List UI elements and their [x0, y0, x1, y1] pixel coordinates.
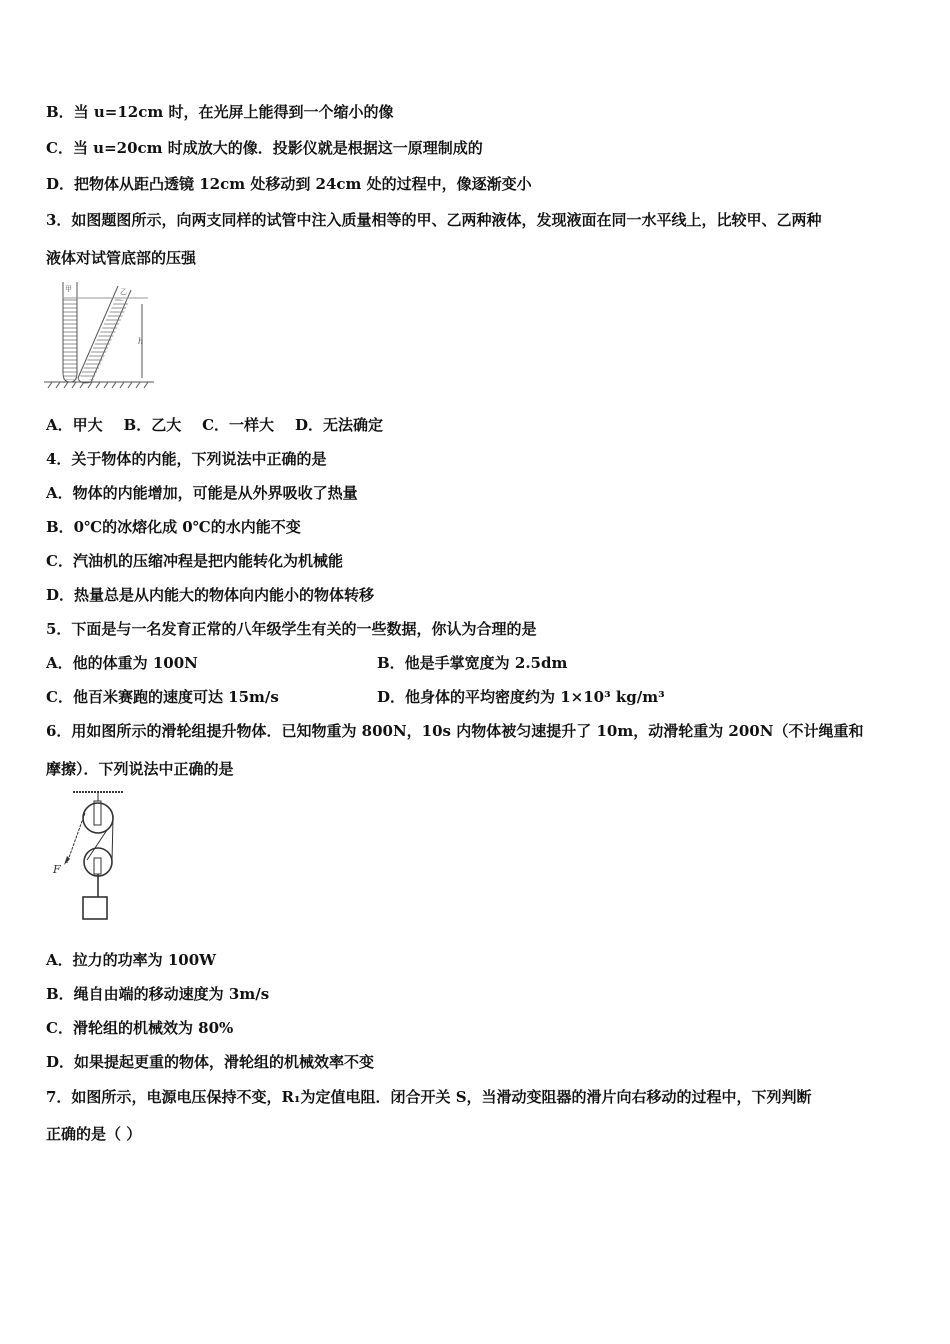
q3-option-a: A．甲大 — [46, 416, 103, 434]
q4-option-b: B．0℃的冰熔化成 0℃的水内能不变 — [46, 518, 301, 536]
q6-option-d: D．如果提起更重的物体，滑轮组的机械效率不变 — [46, 1053, 375, 1071]
q2-option-b: B．当 u=12cm 时，在光屏上能得到一个缩小的像 — [46, 103, 394, 121]
q4-option-c: C．汽油机的压缩冲程是把内能转化为机械能 — [46, 552, 343, 570]
q2-option-c: C．当 u=20cm 时成放大的像．投影仪就是根据这一原理制成的 — [46, 139, 483, 157]
q6-stem-line2: 摩擦）．下列说法中正确的是 — [46, 760, 234, 778]
q3-option-d: D．无法确定 — [294, 416, 383, 434]
q3-stem-line2: 液体对试管底部的压强 — [46, 249, 197, 267]
q3-options — [46, 414, 383, 436]
q7-stem-line1: 7．如图所示，电源电压保持不变，R₁为定值电阻．闭合开关 S，当滑动变阻器的滑片向右移动的过程中，下列判断 — [46, 1088, 812, 1106]
q6-stem-line1: 6．用如图所示的滑轮组提升物体．已知物重为 800N，10s 内物体被匀速提升了 10m，动滑轮重为 200N（不计绳重和 — [46, 722, 864, 740]
force-label: F — [53, 863, 61, 876]
q5-option-c: C．他百米赛跑的速度可达 15m/s — [46, 688, 279, 706]
q6-option-b: B．绳自由端的移动速度为 3m/s — [46, 985, 270, 1003]
q4-option-a: A．物体的内能增加，可能是从外界吸收了热量 — [46, 484, 358, 502]
tube-a-label: 甲 — [65, 285, 72, 293]
q4-stem: 4．关于物体的内能，下列说法中正确的是 — [46, 450, 327, 468]
height-label: h — [138, 337, 144, 346]
q3-option-c: C．一样大 — [202, 416, 275, 434]
q3-stem-line1: 3．如图题图所示，向两支同样的试管中注入质量相等的甲、乙两种液体，发现液面在同一水平线上，比较甲、乙两种 — [46, 211, 822, 229]
q7-stem-line2: 正确的是（ ） — [46, 1125, 142, 1143]
q5-option-d: D．他身体的平均密度约为 1×10³ kg/m³ — [377, 688, 665, 706]
tube-b-label: 乙 — [120, 288, 127, 296]
q2-option-d: D．把物体从距凸透镜 12cm 处移动到 24cm 处的过程中，像逐渐变小 — [46, 175, 532, 193]
q6-option-c: C．滑轮组的机械效为 80% — [46, 1019, 234, 1037]
test-tubes-figure — [40, 278, 160, 390]
q5-option-b: B．他是手掌宽度为 2.5dm — [377, 654, 568, 672]
q3-option-b: B．乙大 — [123, 416, 182, 434]
pulley-figure — [45, 785, 135, 925]
q6-option-a: A．拉力的功率为 100W — [46, 951, 217, 969]
q5-stem: 5．下面是与一名发育正常的八年级学生有关的一些数据，你认为合理的是 — [46, 620, 537, 638]
q5-option-a: A．他的体重为 100N — [46, 654, 198, 672]
q4-option-d: D．热量总是从内能大的物体向内能小的物体转移 — [46, 586, 375, 604]
